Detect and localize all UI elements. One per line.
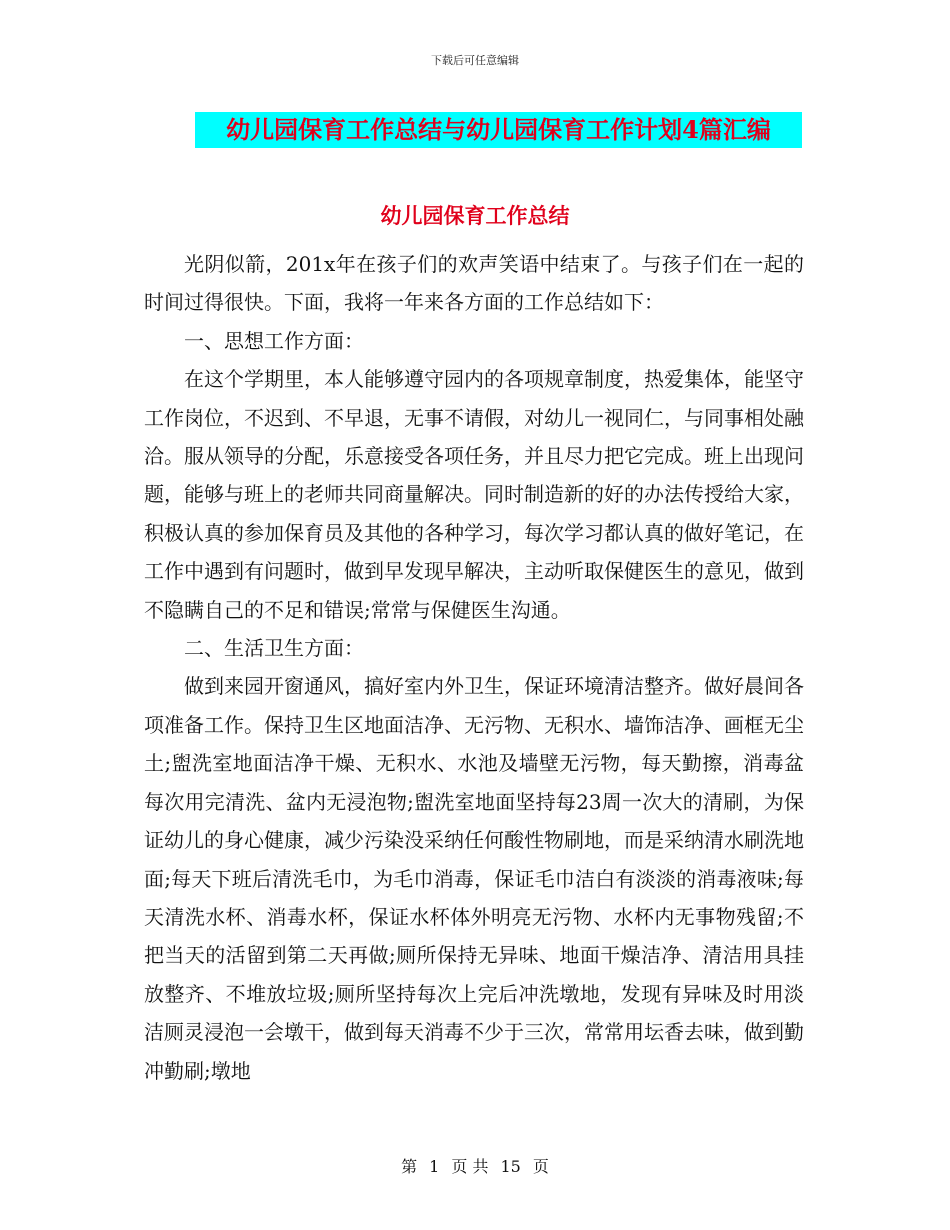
footer-page-mid: 页 共: [451, 1157, 489, 1176]
paragraph-hygiene: 做到来园开窗通风，搞好室内外卫生，保证环境清洁整齐。做好晨间各项准备工作。保持卫生区地面洁净、无污物、无积水、墙饰洁净、画框无尘土;盥洗室地面洁净干燥、无积水、水池及墙壁无污物，每天勤擦，消毒盆每次用完清洗、盆内无浸泡物;盥洗室地面坚持每23周一次大的清刷，为保证幼儿的身心健康，减少污染没采纳任何酸性物刷地，而是采纳清水刷洗地面;每天下班后清洗毛巾，为毛巾消毒，保证毛巾洁白有淡淡的消毒液味;每天清洗水杯、消毒水杯，保证水杯体外明亮无污物、水杯内无事物残留;不把当天的活留到第二天再做;厕所保持无异味、地面干燥洁净、清洁用具挂放整齐、不堆放垃圾;厕所坚持每次上完后冲洗墩地，发现有异味及时用淡洁厕灵浸泡一会墩干，做到每天消毒不少于三次，常常用坛香去味，做到勤冲勤刷;墩地: [144, 674, 804, 1083]
footer-page-number: 1: [429, 1157, 440, 1176]
footer-page-prefix: 第: [401, 1157, 418, 1176]
paragraph-intro: 光阴似箭，201x年在孩子们的欢声笑语中结束了。与孩子们在一起的时间过得很快。下面，我将一年来各方面的工作总结如下：: [144, 252, 804, 315]
page-header-note: 下载后可任意编辑: [431, 54, 519, 67]
page-footer: [0, 1154, 950, 1177]
footer-page-suffix: 页: [532, 1157, 549, 1176]
document-title: 幼儿园保育工作总结与幼儿园保育工作计划4篇汇编: [195, 112, 802, 148]
section-title: 幼儿园保育工作总结: [380, 203, 570, 228]
heading-thought-work: 一、思想工作方面：: [184, 328, 364, 353]
document-body: [144, 245, 804, 1090]
footer-page-total: 15: [500, 1157, 521, 1176]
paragraph-thought-work: 在这个学期里，本人能够遵守园内的各项规章制度，热爱集体，能坚守工作岗位，不迟到、不早退，无事不请假，对幼儿一视同仁，与同事相处融洽。服从领导的分配，乐意接受各项任务，并且尽力把它完成。班上出现问题，能够与班上的老师共同商量解决。同时制造新的好的办法传授给大家，积极认真的参加保育员及其他的各种学习，每次学习都认真的做好笔记，在工作中遇到有问题时，做到早发现早解决，主动听取保健医生的意见，做到不隐瞒自己的不足和错误;常常与保健医生沟通。: [144, 367, 804, 622]
heading-hygiene: 二、生活卫生方面：: [184, 636, 364, 661]
